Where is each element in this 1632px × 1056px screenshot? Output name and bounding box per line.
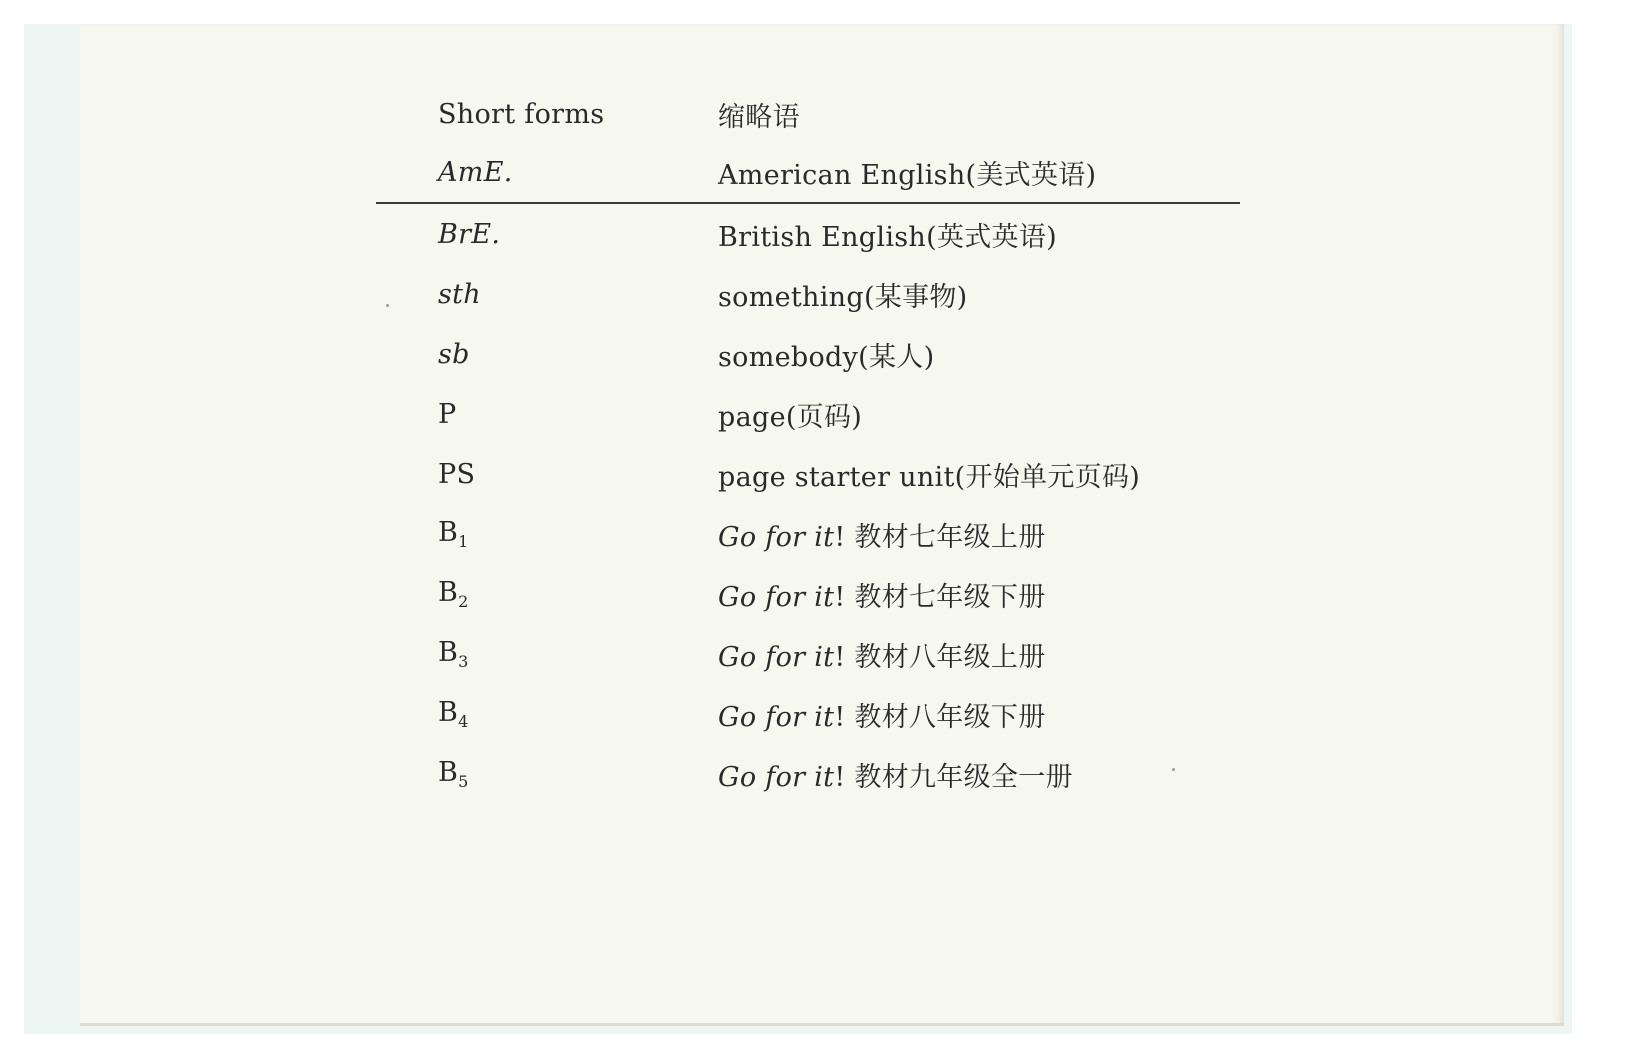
exclamation: ! <box>834 521 846 553</box>
abbr-cell: P <box>438 398 457 430</box>
meaning-cell: somebody(某人) <box>718 341 935 373</box>
abbr-subscript: 3 <box>458 652 469 671</box>
table-row <box>376 504 1240 564</box>
scanned-page-background <box>24 24 1572 1034</box>
book-title: Go for it <box>718 641 835 673</box>
table-row <box>376 684 1240 744</box>
book-title: Go for it <box>718 581 835 613</box>
meaning-cell: something(某事物) <box>718 281 968 313</box>
book-title: Go for it <box>718 761 835 793</box>
abbr-cell: PS <box>438 458 476 490</box>
table-row <box>376 204 1240 264</box>
exclamation: ! <box>834 581 846 613</box>
table-row <box>376 384 1240 444</box>
meaning-cell: American English(美式英语) <box>718 159 1097 191</box>
meaning-text: 教材八年级上册 <box>854 641 1046 673</box>
meaning-cell: British English(英式英语) <box>718 221 1057 253</box>
table-row <box>376 142 1240 202</box>
abbr-subscript: 4 <box>458 712 469 731</box>
table-row <box>376 444 1240 504</box>
abbr-cell <box>438 517 469 551</box>
meaning-cell <box>718 635 1046 674</box>
abbr-base: B <box>438 637 459 668</box>
meaning-text: 教材八年级下册 <box>854 701 1046 733</box>
meaning-text: 教材七年级下册 <box>854 581 1046 613</box>
table-row <box>376 624 1240 684</box>
abbr-subscript: 5 <box>458 772 469 791</box>
meaning-cell: page starter unit(开始单元页码) <box>718 461 1141 493</box>
table-row <box>376 264 1240 324</box>
paper-sheet <box>80 24 1564 1026</box>
meaning-text: 教材九年级全一册 <box>854 761 1073 793</box>
abbr-base: B <box>438 517 459 548</box>
header-meaning: 缩略语 <box>718 101 800 133</box>
exclamation: ! <box>834 641 846 673</box>
table-row <box>376 744 1240 804</box>
meaning-cell: page(页码) <box>718 401 863 433</box>
table-row <box>376 324 1240 384</box>
abbr-cell <box>438 637 469 671</box>
table-header-row <box>376 86 1240 142</box>
abbr-cell: sth <box>438 278 481 310</box>
abbr-cell <box>438 757 469 791</box>
abbr-cell: AmE. <box>438 156 513 188</box>
abbr-cell: sb <box>438 338 470 370</box>
meaning-cell <box>718 695 1046 734</box>
header-short-forms: Short forms <box>438 98 605 130</box>
table-row <box>376 564 1240 624</box>
abbr-base: B <box>438 577 459 608</box>
abbr-cell: BrE. <box>438 218 501 250</box>
exclamation: ! <box>834 761 846 793</box>
meaning-cell <box>718 575 1046 614</box>
book-title: Go for it <box>718 521 835 553</box>
meaning-text: 教材七年级上册 <box>854 521 1046 553</box>
abbr-base: B <box>438 757 459 788</box>
abbr-subscript: 1 <box>458 532 469 551</box>
abbr-cell <box>438 577 469 611</box>
exclamation: ! <box>834 701 846 733</box>
abbr-base: B <box>438 697 459 728</box>
abbr-cell <box>438 697 469 731</box>
meaning-cell <box>718 755 1073 794</box>
abbr-subscript: 2 <box>458 592 469 611</box>
book-title: Go for it <box>718 701 835 733</box>
abbreviations-table <box>376 86 1240 804</box>
meaning-cell <box>718 515 1046 554</box>
